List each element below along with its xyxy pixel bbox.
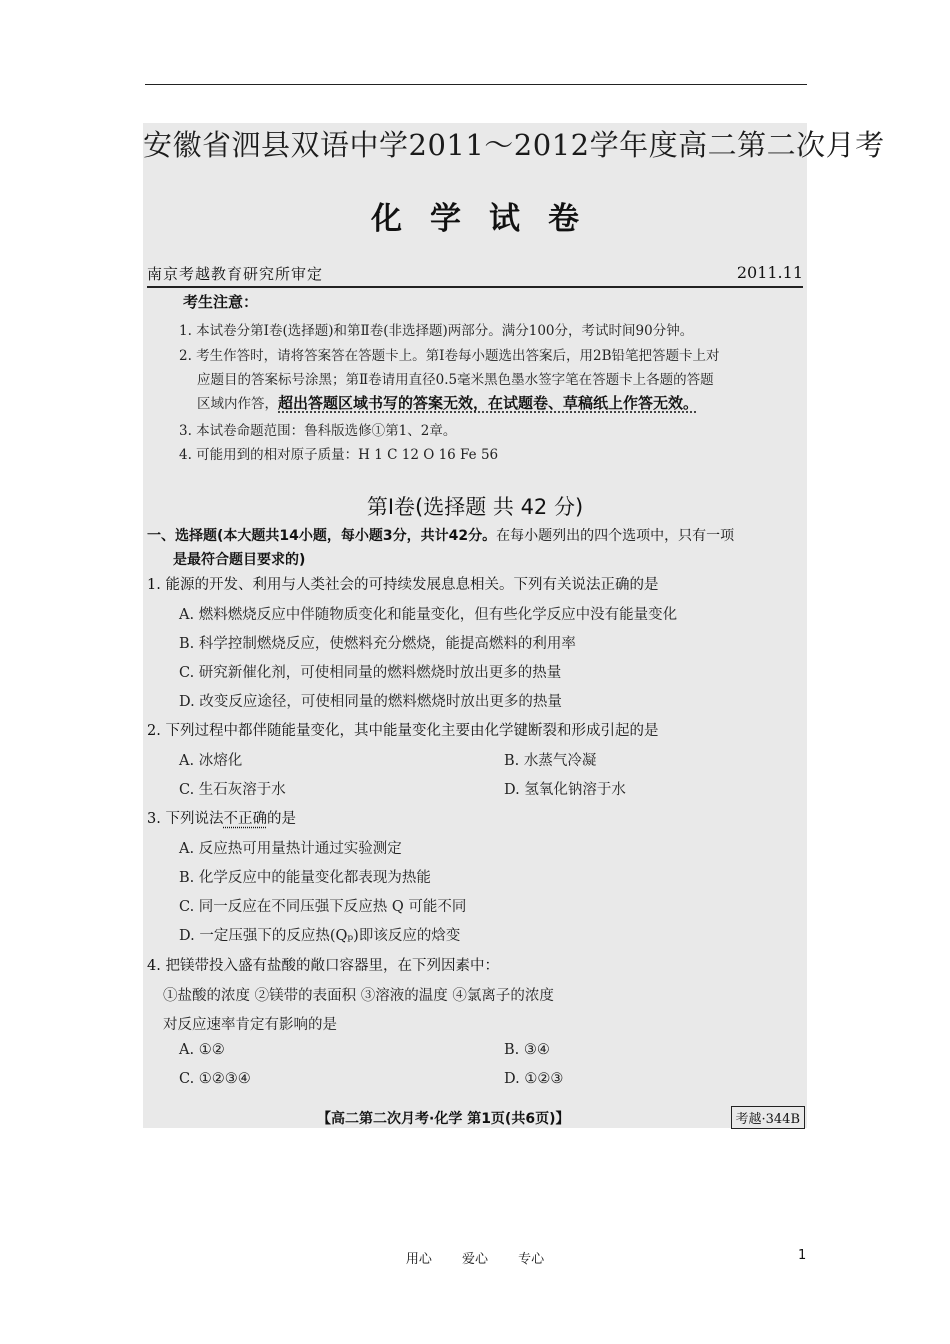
scan-footer-label: 【高二第二次月考·化学 第1页(共6页)】	[317, 1111, 570, 1127]
question-4-factors: ①盐酸的浓度 ②镁带的表面积 ③溶液的温度 ④氯离子的浓度	[163, 988, 554, 1004]
question-3-stem-emphasis: 不正确	[223, 811, 267, 827]
scanned-page	[143, 123, 885, 1128]
instruction-rest: 在每小题列出的四个选项中，只有一项	[496, 528, 735, 544]
instruction-line-2: 是最符合题目要求的)	[173, 552, 306, 568]
question-3-stem-pre: 3. 下列说法	[147, 811, 224, 827]
instruction-line-1	[147, 525, 734, 545]
page-footer: 用心 爱心 专心	[405, 1252, 545, 1267]
notice-item-4: 4. 可能用到的相对原子质量：H 1 C 12 O 16 Fe 56	[179, 447, 499, 463]
question-4-option-a: A. ①②	[179, 1042, 225, 1058]
exam-title: 安徽省泗县双语中学2011～2012学年度高二第二次月考	[143, 128, 885, 162]
question-2-option-a: A. 冰熔化	[179, 753, 243, 769]
notice-item-2-plain: 区域内作答，	[197, 396, 278, 412]
page-number: 1	[798, 1248, 807, 1263]
instruction-bold: 一、选择题(本大题共14小题，每小题3分，共计42分。	[147, 528, 497, 544]
reviewer-label: 南京考越教育研究所审定	[147, 265, 324, 283]
question-1-option-a: A. 燃料燃烧反应中伴随物质变化和能量变化，但有些化学反应中没有能量变化	[179, 607, 678, 623]
question-4-option-b: B. ③④	[504, 1042, 550, 1058]
question-4-option-d: D. ①②③	[504, 1071, 564, 1087]
question-3-option-a: A. 反应热可用量热计通过实验测定	[179, 841, 402, 857]
question-4-stem: 4. 把镁带投入盛有盐酸的敞口容器里，在下列因素中：	[147, 958, 499, 974]
notice-item-1: 1. 本试卷分第Ⅰ卷(选择题)和第Ⅱ卷(非选择题)两部分。满分100分，考试时间90分钟。	[179, 323, 694, 339]
question-1-option-b: B. 科学控制燃烧反应，使燃料充分燃烧，能提高燃料的利用率	[179, 636, 576, 652]
notice-item-2-bold: 超出答题区域书写的答案无效，在试题卷、草稿纸上作答无效。	[278, 394, 699, 412]
question-4-option-c: C. ①②③④	[179, 1071, 251, 1087]
question-3-option-c: C. 同一反应在不同压强下反应热 Q 可能不同	[179, 899, 467, 915]
question-3-option-d: D. 一定压强下的反应热(Qₚ)即该反应的焓变	[179, 928, 461, 944]
notice-item-3: 3. 本试卷命题范围：鲁科版选修①第1、2章。	[179, 423, 457, 439]
scan-footer-code: 考越·344B	[731, 1106, 806, 1129]
question-2-option-d: D. 氢氧化钠溶于水	[504, 782, 626, 798]
notice-heading: 考生注意：	[183, 293, 259, 311]
exam-date: 2011.11	[736, 263, 803, 282]
question-1-option-d: D. 改变反应途径，可使相同量的燃料燃烧时放出更多的热量	[179, 694, 562, 710]
question-3-option-b: B. 化学反应中的能量变化都表现为热能	[179, 870, 431, 886]
notice-item-2-line-2: 应题目的答案标号涂黑；第Ⅱ卷请用直径0.5毫米黑色墨水签字笔在答题卡上各题的答题	[197, 372, 714, 388]
question-1-option-c: C. 研究新催化剂，可使相同量的燃料燃烧时放出更多的热量	[179, 665, 562, 681]
divider	[147, 286, 803, 288]
question-3-stem-post: 的是	[266, 811, 296, 827]
question-3-stem	[147, 807, 296, 828]
notice-item-2-line-3	[197, 392, 698, 413]
question-2-option-b: B. 水蒸气冷凝	[504, 753, 597, 769]
question-1-stem: 1. 能源的开发、利用与人类社会的可持续发展息息相关。下列有关说法正确的是	[147, 577, 659, 593]
question-4-stem-2: 对反应速率肯定有影响的是	[163, 1017, 337, 1033]
notice-item-2-line-1: 2. 考生作答时，请将答案答在答题卡上。第Ⅰ卷每小题选出答案后，用2B铅笔把答题卡上对	[179, 348, 720, 364]
question-2-option-c: C. 生石灰溶于水	[179, 782, 286, 798]
section-title: 第Ⅰ卷(选择题 共 42 分)	[366, 495, 584, 519]
question-2-stem: 2. 下列过程中都伴随能量变化，其中能量变化主要由化学键断裂和形成引起的是	[147, 723, 659, 739]
header-rule	[145, 84, 807, 85]
exam-subtitle: 化学试卷	[371, 201, 607, 237]
